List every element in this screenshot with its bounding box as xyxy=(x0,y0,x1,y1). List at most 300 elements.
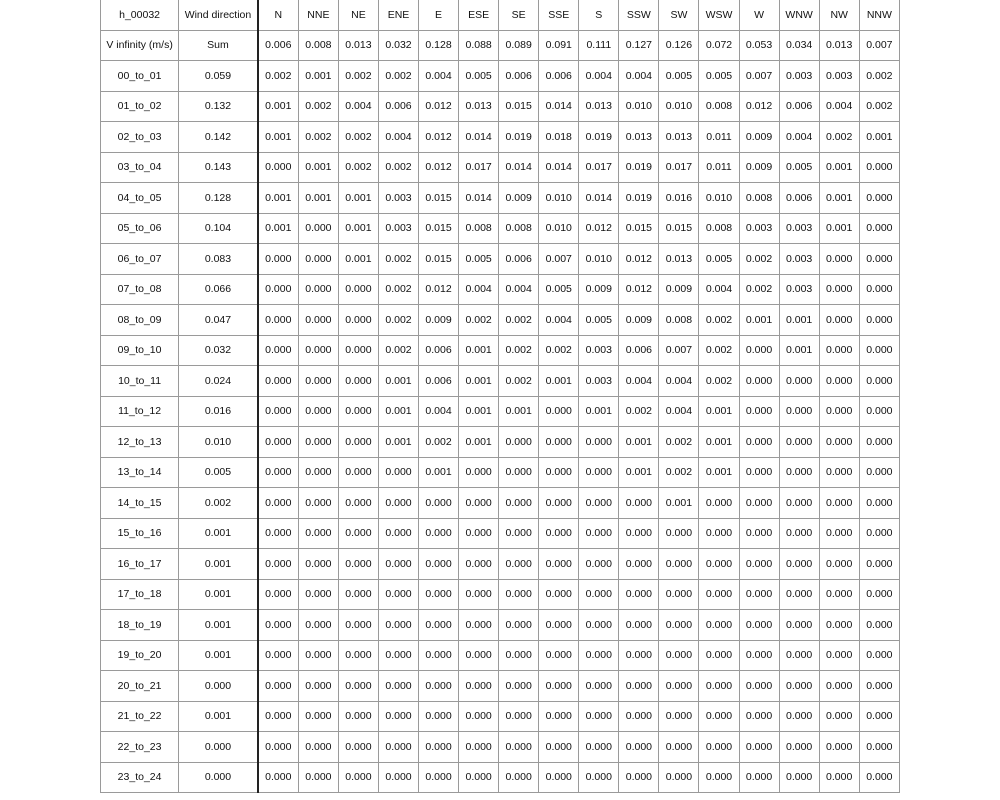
table-row xyxy=(101,549,900,580)
frequency-cell: 0.000 xyxy=(819,610,859,641)
frequency-cell: 0.000 xyxy=(378,762,418,793)
direction-label: S xyxy=(579,0,619,30)
frequency-cell: 0.010 xyxy=(579,244,619,275)
frequency-cell: 0.000 xyxy=(258,701,299,732)
frequency-cell: 0.000 xyxy=(859,610,899,641)
sum-label: Sum xyxy=(179,30,258,61)
frequency-cell: 0.000 xyxy=(338,579,378,610)
frequency-cell: 0.000 xyxy=(258,366,299,397)
direction-sum-cell: 0.007 xyxy=(859,30,899,61)
frequency-cell: 0.000 xyxy=(859,579,899,610)
frequency-cell: 0.000 xyxy=(298,610,338,641)
direction-sum-cell: 0.053 xyxy=(739,30,779,61)
frequency-cell: 0.001 xyxy=(338,183,378,214)
frequency-cell: 0.014 xyxy=(579,183,619,214)
direction-sum-cell: 0.032 xyxy=(378,30,418,61)
frequency-cell: 0.010 xyxy=(539,183,579,214)
table-row xyxy=(101,274,900,305)
frequency-cell: 0.000 xyxy=(579,610,619,641)
row-sum-cell: 0.000 xyxy=(179,732,258,763)
frequency-cell: 0.000 xyxy=(258,427,299,458)
frequency-cell: 0.000 xyxy=(378,671,418,702)
frequency-cell: 0.001 xyxy=(258,91,299,122)
frequency-cell: 0.000 xyxy=(819,427,859,458)
frequency-cell: 0.002 xyxy=(258,61,299,92)
frequency-cell: 0.000 xyxy=(619,549,659,580)
table-row xyxy=(101,152,900,183)
frequency-cell: 0.006 xyxy=(779,91,819,122)
direction-label: ENE xyxy=(378,0,418,30)
frequency-cell: 0.000 xyxy=(619,488,659,519)
frequency-cell: 0.000 xyxy=(378,701,418,732)
frequency-cell: 0.001 xyxy=(378,396,418,427)
frequency-cell: 0.000 xyxy=(859,183,899,214)
frequency-cell: 0.000 xyxy=(539,427,579,458)
frequency-cell: 0.003 xyxy=(779,244,819,275)
table-row xyxy=(101,579,900,610)
frequency-cell: 0.000 xyxy=(859,244,899,275)
frequency-cell: 0.001 xyxy=(819,183,859,214)
frequency-cell: 0.006 xyxy=(499,244,539,275)
direction-header-row xyxy=(101,0,900,30)
frequency-cell: 0.002 xyxy=(419,427,459,458)
frequency-cell: 0.004 xyxy=(659,366,699,397)
speed-bin-label: 08_to_09 xyxy=(101,305,179,336)
row-sum-cell: 0.059 xyxy=(179,61,258,92)
frequency-cell: 0.001 xyxy=(619,427,659,458)
row-sum-cell: 0.132 xyxy=(179,91,258,122)
frequency-cell: 0.006 xyxy=(499,61,539,92)
frequency-cell: 0.001 xyxy=(419,457,459,488)
frequency-cell: 0.000 xyxy=(739,427,779,458)
table-row xyxy=(101,701,900,732)
frequency-cell: 0.000 xyxy=(258,335,299,366)
frequency-cell: 0.000 xyxy=(258,732,299,763)
frequency-cell: 0.000 xyxy=(378,457,418,488)
frequency-cell: 0.000 xyxy=(419,579,459,610)
frequency-cell: 0.000 xyxy=(819,701,859,732)
frequency-cell: 0.004 xyxy=(499,274,539,305)
frequency-cell: 0.000 xyxy=(298,427,338,458)
frequency-cell: 0.001 xyxy=(699,457,739,488)
frequency-cell: 0.000 xyxy=(819,335,859,366)
frequency-cell: 0.004 xyxy=(699,274,739,305)
frequency-cell: 0.009 xyxy=(739,152,779,183)
speed-bin-label: 22_to_23 xyxy=(101,732,179,763)
frequency-cell: 0.000 xyxy=(859,335,899,366)
frequency-cell: 0.014 xyxy=(539,152,579,183)
frequency-cell: 0.012 xyxy=(619,274,659,305)
frequency-cell: 0.000 xyxy=(779,701,819,732)
frequency-cell: 0.000 xyxy=(419,732,459,763)
frequency-cell: 0.000 xyxy=(859,305,899,336)
speed-bin-label: 05_to_06 xyxy=(101,213,179,244)
frequency-cell: 0.000 xyxy=(298,762,338,793)
direction-label: W xyxy=(739,0,779,30)
frequency-cell: 0.000 xyxy=(378,640,418,671)
frequency-cell: 0.006 xyxy=(619,335,659,366)
frequency-cell: 0.000 xyxy=(859,274,899,305)
frequency-cell: 0.010 xyxy=(659,91,699,122)
frequency-cell: 0.004 xyxy=(819,91,859,122)
frequency-cell: 0.000 xyxy=(819,549,859,580)
frequency-cell: 0.000 xyxy=(699,579,739,610)
frequency-cell: 0.000 xyxy=(378,610,418,641)
frequency-cell: 0.000 xyxy=(779,762,819,793)
frequency-cell: 0.010 xyxy=(619,91,659,122)
frequency-cell: 0.000 xyxy=(298,701,338,732)
frequency-cell: 0.000 xyxy=(579,762,619,793)
frequency-cell: 0.001 xyxy=(258,122,299,153)
frequency-cell: 0.000 xyxy=(258,305,299,336)
frequency-cell: 0.000 xyxy=(539,701,579,732)
speed-bin-label: 15_to_16 xyxy=(101,518,179,549)
frequency-cell: 0.000 xyxy=(459,610,499,641)
frequency-cell: 0.012 xyxy=(619,244,659,275)
frequency-cell: 0.009 xyxy=(739,122,779,153)
frequency-cell: 0.003 xyxy=(779,213,819,244)
table-header xyxy=(101,0,900,30)
frequency-cell: 0.000 xyxy=(739,335,779,366)
frequency-cell: 0.004 xyxy=(619,366,659,397)
frequency-cell: 0.005 xyxy=(699,244,739,275)
frequency-cell: 0.000 xyxy=(539,518,579,549)
frequency-cell: 0.003 xyxy=(819,61,859,92)
table-row xyxy=(101,122,900,153)
frequency-cell: 0.005 xyxy=(579,305,619,336)
frequency-cell: 0.000 xyxy=(258,274,299,305)
frequency-cell: 0.000 xyxy=(779,671,819,702)
frequency-cell: 0.000 xyxy=(459,549,499,580)
frequency-cell: 0.000 xyxy=(499,732,539,763)
frequency-cell: 0.000 xyxy=(659,579,699,610)
frequency-cell: 0.000 xyxy=(859,457,899,488)
frequency-cell: 0.003 xyxy=(739,213,779,244)
frequency-cell: 0.014 xyxy=(459,122,499,153)
frequency-cell: 0.000 xyxy=(258,640,299,671)
frequency-cell: 0.012 xyxy=(579,213,619,244)
frequency-cell: 0.014 xyxy=(539,91,579,122)
frequency-cell: 0.003 xyxy=(779,61,819,92)
row-sum-cell: 0.001 xyxy=(179,701,258,732)
frequency-cell: 0.009 xyxy=(619,305,659,336)
speed-bin-label: 13_to_14 xyxy=(101,457,179,488)
direction-header-label: Wind direction xyxy=(179,0,258,30)
frequency-cell: 0.003 xyxy=(779,274,819,305)
frequency-cell: 0.000 xyxy=(779,396,819,427)
frequency-cell: 0.019 xyxy=(499,122,539,153)
frequency-cell: 0.000 xyxy=(539,640,579,671)
frequency-cell: 0.000 xyxy=(819,640,859,671)
speed-bin-label: 11_to_12 xyxy=(101,396,179,427)
frequency-cell: 0.013 xyxy=(659,244,699,275)
direction-label: SE xyxy=(499,0,539,30)
table-row xyxy=(101,183,900,214)
frequency-cell: 0.000 xyxy=(298,640,338,671)
frequency-cell: 0.000 xyxy=(659,640,699,671)
frequency-cell: 0.000 xyxy=(859,671,899,702)
frequency-cell: 0.000 xyxy=(659,518,699,549)
frequency-cell: 0.000 xyxy=(338,396,378,427)
frequency-cell: 0.017 xyxy=(579,152,619,183)
frequency-cell: 0.000 xyxy=(419,610,459,641)
frequency-cell: 0.001 xyxy=(258,213,299,244)
frequency-cell: 0.015 xyxy=(419,183,459,214)
frequency-cell: 0.000 xyxy=(779,579,819,610)
frequency-cell: 0.009 xyxy=(659,274,699,305)
frequency-cell: 0.000 xyxy=(819,274,859,305)
frequency-cell: 0.000 xyxy=(539,732,579,763)
direction-sum-cell: 0.072 xyxy=(699,30,739,61)
row-sum-cell: 0.142 xyxy=(179,122,258,153)
frequency-cell: 0.000 xyxy=(699,488,739,519)
row-sum-cell: 0.066 xyxy=(179,274,258,305)
table-row xyxy=(101,305,900,336)
frequency-cell: 0.011 xyxy=(699,122,739,153)
frequency-cell: 0.000 xyxy=(419,549,459,580)
frequency-cell: 0.000 xyxy=(419,518,459,549)
table-row xyxy=(101,335,900,366)
frequency-cell: 0.002 xyxy=(499,305,539,336)
row-sum-cell: 0.024 xyxy=(179,366,258,397)
direction-sum-cell: 0.091 xyxy=(539,30,579,61)
frequency-cell: 0.000 xyxy=(459,579,499,610)
table-row xyxy=(101,732,900,763)
frequency-cell: 0.000 xyxy=(739,732,779,763)
frequency-cell: 0.000 xyxy=(298,274,338,305)
direction-sum-cell: 0.008 xyxy=(298,30,338,61)
frequency-cell: 0.000 xyxy=(338,305,378,336)
frequency-cell: 0.001 xyxy=(819,213,859,244)
frequency-cell: 0.000 xyxy=(258,579,299,610)
frequency-cell: 0.000 xyxy=(298,305,338,336)
frequency-cell: 0.000 xyxy=(258,549,299,580)
frequency-cell: 0.000 xyxy=(619,762,659,793)
frequency-cell: 0.000 xyxy=(699,671,739,702)
frequency-cell: 0.008 xyxy=(459,213,499,244)
speed-bin-label: 03_to_04 xyxy=(101,152,179,183)
frequency-cell: 0.000 xyxy=(539,396,579,427)
frequency-cell: 0.000 xyxy=(258,610,299,641)
frequency-cell: 0.000 xyxy=(699,640,739,671)
frequency-cell: 0.003 xyxy=(378,183,418,214)
frequency-cell: 0.005 xyxy=(779,152,819,183)
frequency-cell: 0.000 xyxy=(338,610,378,641)
frequency-cell: 0.000 xyxy=(258,244,299,275)
row-sum-cell: 0.001 xyxy=(179,549,258,580)
frequency-cell: 0.000 xyxy=(338,457,378,488)
speed-bin-label: 02_to_03 xyxy=(101,122,179,153)
frequency-cell: 0.000 xyxy=(739,701,779,732)
frequency-cell: 0.009 xyxy=(579,274,619,305)
frequency-cell: 0.017 xyxy=(459,152,499,183)
frequency-cell: 0.000 xyxy=(378,518,418,549)
frequency-cell: 0.000 xyxy=(739,366,779,397)
frequency-cell: 0.000 xyxy=(579,701,619,732)
frequency-cell: 0.002 xyxy=(459,305,499,336)
frequency-cell: 0.001 xyxy=(539,366,579,397)
frequency-cell: 0.001 xyxy=(699,396,739,427)
direction-sum-cell: 0.126 xyxy=(659,30,699,61)
frequency-cell: 0.002 xyxy=(859,91,899,122)
frequency-cell: 0.000 xyxy=(499,701,539,732)
table-row xyxy=(101,640,900,671)
frequency-cell: 0.000 xyxy=(859,762,899,793)
direction-sum-cell: 0.013 xyxy=(338,30,378,61)
frequency-cell: 0.012 xyxy=(419,91,459,122)
frequency-cell: 0.000 xyxy=(779,366,819,397)
frequency-cell: 0.019 xyxy=(619,183,659,214)
table-row xyxy=(101,213,900,244)
wind-frequency-table xyxy=(100,0,900,793)
frequency-cell: 0.004 xyxy=(779,122,819,153)
frequency-cell: 0.000 xyxy=(659,671,699,702)
speed-bin-label: 07_to_08 xyxy=(101,274,179,305)
frequency-cell: 0.000 xyxy=(819,305,859,336)
frequency-cell: 0.000 xyxy=(419,640,459,671)
frequency-cell: 0.014 xyxy=(499,152,539,183)
table-row xyxy=(101,488,900,519)
frequency-cell: 0.001 xyxy=(459,335,499,366)
frequency-cell: 0.002 xyxy=(699,335,739,366)
frequency-cell: 0.000 xyxy=(659,701,699,732)
speed-bin-label: 17_to_18 xyxy=(101,579,179,610)
frequency-cell: 0.001 xyxy=(378,366,418,397)
frequency-cell: 0.000 xyxy=(459,732,499,763)
frequency-cell: 0.000 xyxy=(859,213,899,244)
frequency-cell: 0.000 xyxy=(459,701,499,732)
frequency-cell: 0.013 xyxy=(659,122,699,153)
frequency-cell: 0.001 xyxy=(298,61,338,92)
frequency-cell: 0.000 xyxy=(819,396,859,427)
frequency-cell: 0.000 xyxy=(819,244,859,275)
row-sum-cell: 0.005 xyxy=(179,457,258,488)
frequency-cell: 0.004 xyxy=(579,61,619,92)
table-row xyxy=(101,61,900,92)
frequency-cell: 0.000 xyxy=(659,762,699,793)
frequency-cell: 0.002 xyxy=(338,152,378,183)
frequency-cell: 0.000 xyxy=(619,579,659,610)
frequency-cell: 0.000 xyxy=(499,762,539,793)
frequency-cell: 0.012 xyxy=(419,274,459,305)
frequency-cell: 0.002 xyxy=(378,244,418,275)
frequency-cell: 0.000 xyxy=(499,671,539,702)
table-body xyxy=(101,30,900,793)
frequency-cell: 0.000 xyxy=(338,335,378,366)
frequency-cell: 0.000 xyxy=(859,640,899,671)
table-row xyxy=(101,762,900,793)
frequency-cell: 0.000 xyxy=(298,335,338,366)
frequency-cell: 0.000 xyxy=(459,762,499,793)
frequency-cell: 0.000 xyxy=(579,457,619,488)
frequency-cell: 0.001 xyxy=(739,305,779,336)
frequency-cell: 0.002 xyxy=(338,61,378,92)
row-sum-cell: 0.001 xyxy=(179,579,258,610)
frequency-cell: 0.000 xyxy=(579,488,619,519)
frequency-cell: 0.000 xyxy=(298,457,338,488)
frequency-cell: 0.002 xyxy=(378,152,418,183)
frequency-cell: 0.002 xyxy=(619,396,659,427)
direction-label: NW xyxy=(819,0,859,30)
speed-bin-label: 16_to_17 xyxy=(101,549,179,580)
table-row xyxy=(101,457,900,488)
frequency-cell: 0.001 xyxy=(459,396,499,427)
frequency-cell: 0.001 xyxy=(619,457,659,488)
frequency-cell: 0.001 xyxy=(819,152,859,183)
frequency-cell: 0.000 xyxy=(338,640,378,671)
frequency-cell: 0.000 xyxy=(819,518,859,549)
frequency-cell: 0.002 xyxy=(298,122,338,153)
row-sum-cell: 0.016 xyxy=(179,396,258,427)
frequency-cell: 0.011 xyxy=(699,152,739,183)
frequency-cell: 0.000 xyxy=(579,549,619,580)
frequency-cell: 0.001 xyxy=(779,305,819,336)
frequency-cell: 0.000 xyxy=(539,671,579,702)
frequency-cell: 0.001 xyxy=(298,183,338,214)
frequency-cell: 0.007 xyxy=(659,335,699,366)
table-row xyxy=(101,396,900,427)
frequency-cell: 0.000 xyxy=(859,427,899,458)
direction-label: SSE xyxy=(539,0,579,30)
frequency-cell: 0.000 xyxy=(499,579,539,610)
frequency-cell: 0.008 xyxy=(739,183,779,214)
frequency-cell: 0.000 xyxy=(699,762,739,793)
frequency-cell: 0.000 xyxy=(779,732,819,763)
frequency-cell: 0.006 xyxy=(419,366,459,397)
frequency-cell: 0.000 xyxy=(859,152,899,183)
frequency-cell: 0.001 xyxy=(779,335,819,366)
frequency-cell: 0.010 xyxy=(699,183,739,214)
frequency-cell: 0.001 xyxy=(579,396,619,427)
frequency-cell: 0.000 xyxy=(859,396,899,427)
frequency-cell: 0.000 xyxy=(619,701,659,732)
frequency-cell: 0.000 xyxy=(258,457,299,488)
frequency-cell: 0.000 xyxy=(378,579,418,610)
frequency-cell: 0.000 xyxy=(378,488,418,519)
frequency-cell: 0.006 xyxy=(539,61,579,92)
frequency-cell: 0.000 xyxy=(859,518,899,549)
row-sum-cell: 0.001 xyxy=(179,640,258,671)
direction-label: NNW xyxy=(859,0,899,30)
speed-bin-label: 12_to_13 xyxy=(101,427,179,458)
frequency-cell: 0.000 xyxy=(499,640,539,671)
row-sum-cell: 0.104 xyxy=(179,213,258,244)
frequency-cell: 0.008 xyxy=(499,213,539,244)
direction-sum-cell: 0.127 xyxy=(619,30,659,61)
frequency-cell: 0.000 xyxy=(619,610,659,641)
direction-sum-cell: 0.034 xyxy=(779,30,819,61)
frequency-cell: 0.000 xyxy=(819,488,859,519)
frequency-cell: 0.001 xyxy=(338,213,378,244)
frequency-cell: 0.000 xyxy=(459,488,499,519)
frequency-cell: 0.005 xyxy=(459,244,499,275)
frequency-cell: 0.000 xyxy=(298,518,338,549)
frequency-cell: 0.005 xyxy=(659,61,699,92)
frequency-cell: 0.000 xyxy=(739,762,779,793)
frequency-cell: 0.000 xyxy=(699,610,739,641)
frequency-cell: 0.001 xyxy=(338,244,378,275)
frequency-cell: 0.007 xyxy=(539,244,579,275)
speed-header-label: V infinity (m/s) xyxy=(101,30,179,61)
frequency-cell: 0.000 xyxy=(419,488,459,519)
frequency-cell: 0.000 xyxy=(539,457,579,488)
row-sum-cell: 0.047 xyxy=(179,305,258,336)
table-row xyxy=(101,91,900,122)
frequency-cell: 0.000 xyxy=(258,152,299,183)
frequency-cell: 0.002 xyxy=(859,61,899,92)
frequency-cell: 0.000 xyxy=(779,457,819,488)
frequency-cell: 0.006 xyxy=(378,91,418,122)
